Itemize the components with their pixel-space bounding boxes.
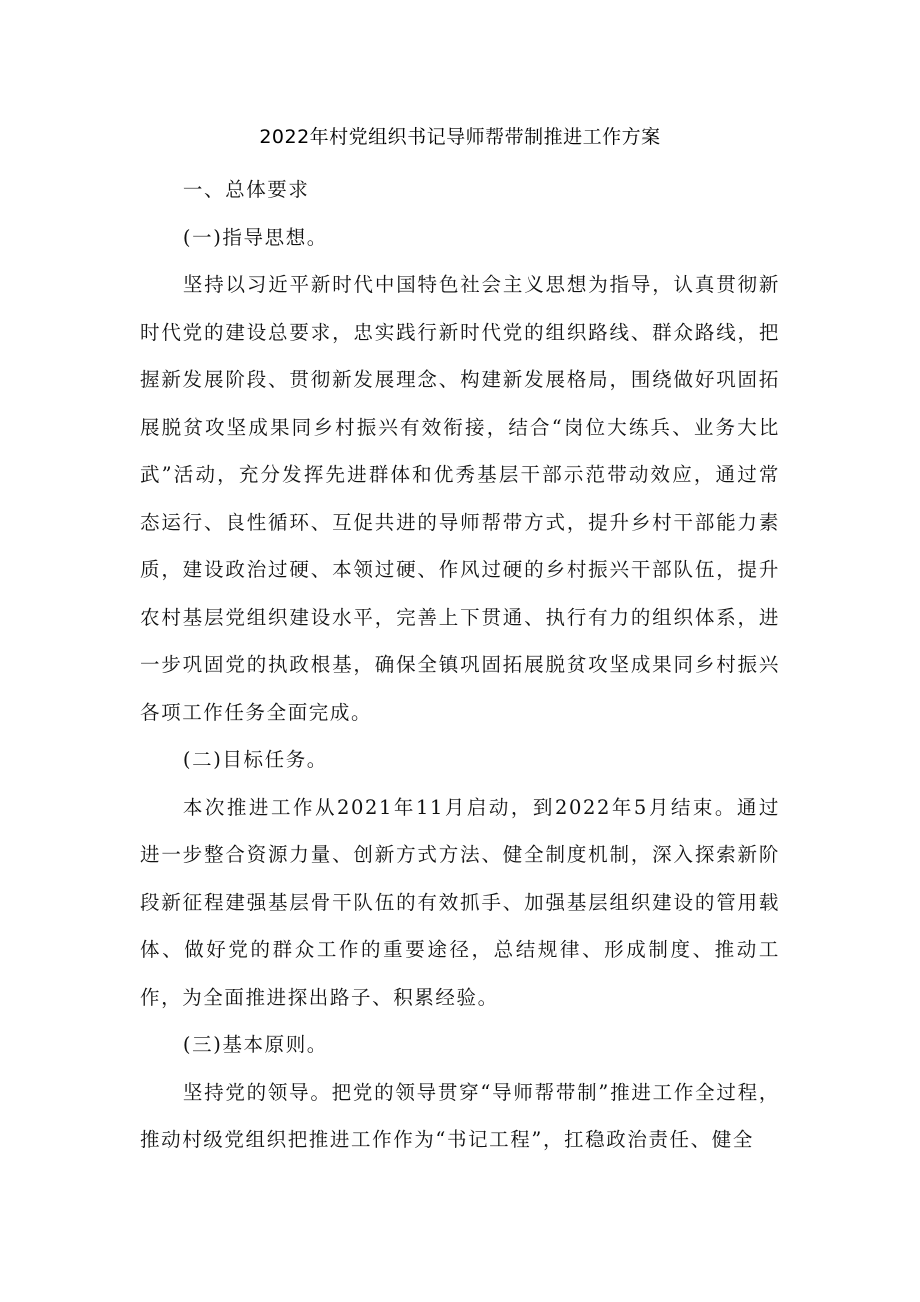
subheading-basic-principles: (三)基本原则。 <box>182 1033 328 1056</box>
document-title: 2022年村党组织书记导师帮带制推进工作方案 <box>259 126 661 148</box>
paragraph-guiding-ideology: 坚持以习近平新时代中国特色社会主义思想为指导，认真贯彻新时代党的建设总要求，忠实践行新时代党的组织路线、群众路线，把握新发展阶段、贯彻新发展理念、构建新发展格局，围绕做好巩固拓展脱贫攻坚成果同乡村振兴有效衔接，结合“岗位大练兵、业务大比武”活动，充分发挥先进群体和优秀基层干部示范带动效应，通过常态运行、良性循环、互促共进的导师帮带方式，提升乡村干部能力素质，建设政治过硬、本领过硬、作风过硬的乡村振兴干部队伍，提升农村基层党组织建设水平，完善上下贯通、执行有力的组织体系，进一步巩固党的执政根基，确保全镇巩固拓展脱贫攻坚成果同乡村振兴各项工作任务全面完成。 <box>140 273 780 724</box>
document-body <box>140 166 780 1164</box>
paragraph-goals-tasks: 本次推进工作从2021年11月启动，到2022年5月结束。通过进一步整合资源力量、创新方式方法、健全制度机制，深入探索新阶段新征程建强基层骨干队伍的有效抓手、加强基层组织建设的管用载体、做好党的群众工作的重要途径，总结规律、形成制度、推动工作，为全面推进探出路子、积累经验。 <box>140 795 780 1009</box>
paragraph-basic-principles: 坚持党的领导。把党的领导贯穿“导师帮带制”推进工作全过程，推动村级党组织把推进工作作为“书记工程”，扛稳政治责任、健全 <box>140 1080 780 1151</box>
subheading-guiding-ideology: (一)指导思想。 <box>182 225 328 249</box>
heading-general-requirements: 一、总体要求 <box>182 178 310 201</box>
subheading-goals-tasks: (二)目标任务。 <box>182 748 328 771</box>
